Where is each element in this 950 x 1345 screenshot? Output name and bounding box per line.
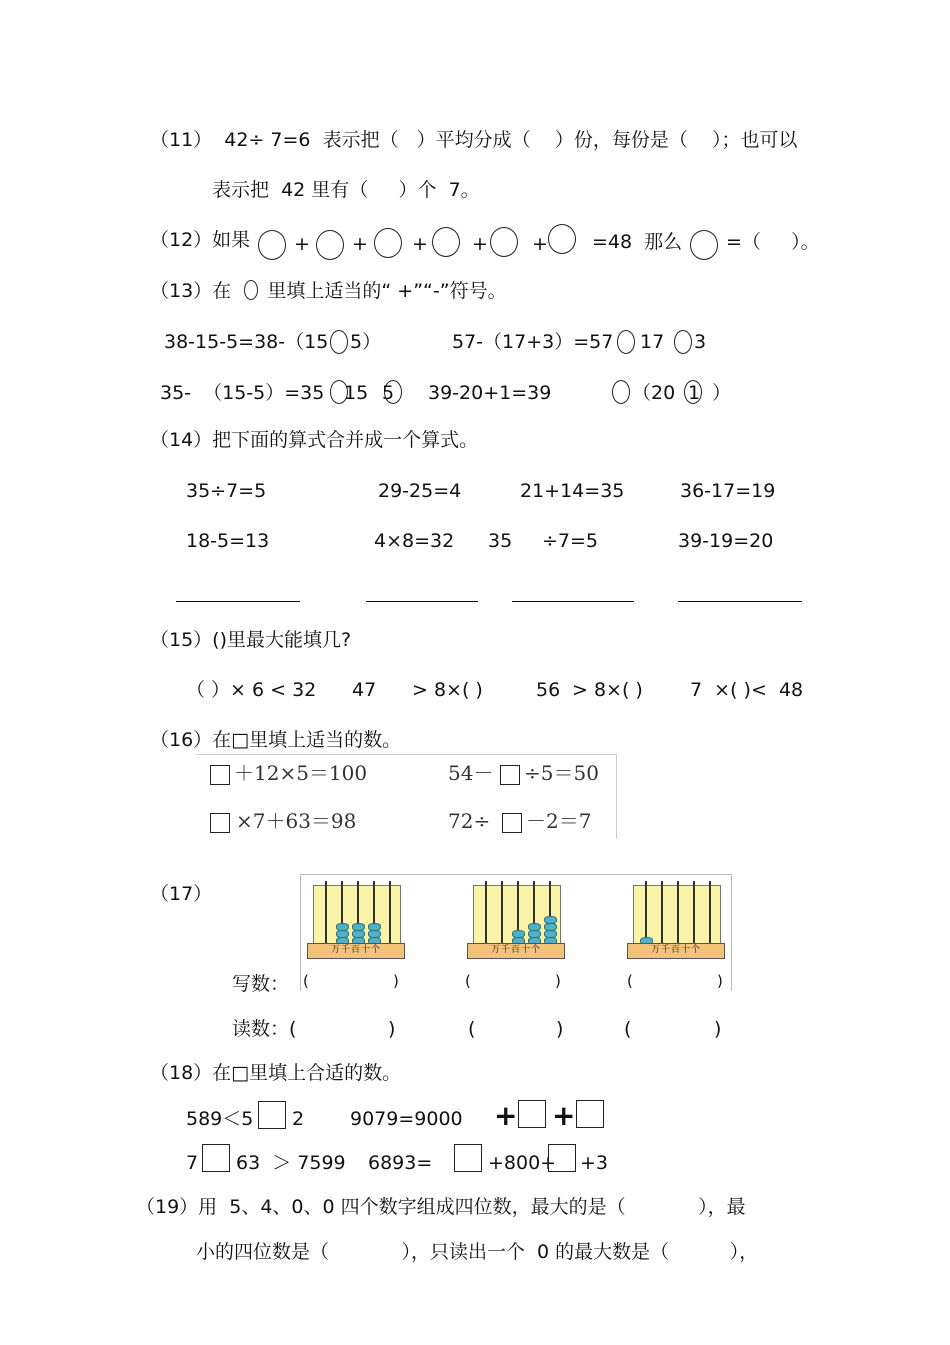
q17-write-label: 写数：	[232, 973, 290, 995]
q13-r1b-circle-2[interactable]	[674, 330, 692, 354]
q17-write-open-2: (	[465, 972, 471, 990]
q14-r2-2: 4×8=32	[374, 530, 455, 552]
q13-r1a-right: 5）	[350, 331, 382, 353]
q12-plus-1: +	[294, 233, 310, 255]
q16-equation-image	[196, 754, 617, 839]
q14-answer-line-1[interactable]	[176, 601, 300, 602]
q12-result: =48 那么	[592, 231, 683, 253]
q12-circle-4[interactable]	[432, 227, 460, 257]
q17-read-open-3: (	[624, 1018, 632, 1040]
q15-title: （15）()里最大能填几?	[150, 629, 352, 651]
q13-r1b-right: 3	[694, 331, 707, 353]
q16-eq-3: ÷5＝50	[524, 761, 599, 785]
q14-answer-line-3[interactable]	[512, 601, 634, 602]
q17-abacus-panel	[300, 874, 732, 991]
q16-box-1[interactable]	[210, 765, 230, 785]
q18-box-3[interactable]	[576, 1100, 604, 1128]
q18-plus-1: +	[494, 1099, 518, 1132]
q18-b2: 63 ＞ 7599	[236, 1152, 346, 1174]
q14-r2-4: ÷7=5	[542, 530, 599, 552]
abacus-1	[305, 875, 405, 961]
abacus-3-rod-5	[709, 881, 711, 943]
abacus-3	[625, 875, 725, 961]
abacus-2-base: 万千百十个	[467, 943, 565, 959]
abacus-3-rod-2	[661, 881, 663, 943]
q16-eq-1: ＋12×5＝100	[234, 761, 368, 785]
q18-b5: +3	[580, 1152, 609, 1174]
q17-read-close-3: )	[714, 1018, 722, 1040]
q18-box-6[interactable]	[548, 1144, 576, 1172]
q12-circle-6[interactable]	[548, 224, 576, 254]
q16-title: （16）在□里填上适当的数。	[150, 729, 402, 751]
q18-a2: 2	[292, 1108, 305, 1130]
abacus-3-rod-1	[645, 881, 647, 943]
q12-plus-4: +	[472, 233, 488, 255]
q18-a1: 589＜5	[186, 1108, 254, 1130]
q13-r2a-left: 35- （15-5）=35	[160, 382, 325, 404]
q13-title-circle	[244, 280, 258, 300]
q13-r2a-right: 5	[382, 382, 395, 404]
q11-line2: 表示把 42 里有（ ）个 7。	[212, 179, 480, 201]
q13-r1a-left: 38-15-5=38-（15	[164, 331, 329, 353]
q14-answer-line-4[interactable]	[678, 601, 802, 602]
q19-line2: 小的四位数是（ ），只读出一个 0 的最大数是（ ），	[196, 1241, 759, 1263]
q14-r1-2: 29-25=4	[378, 480, 462, 502]
abacus-2-rod-1	[485, 881, 487, 943]
q13-r1b-mid: 17	[640, 331, 665, 353]
q13-r1b-circle-1[interactable]	[617, 330, 635, 354]
q17-write-close-2: )	[555, 972, 561, 990]
q12-circle-5[interactable]	[490, 227, 518, 257]
q17-write-open-3: (	[627, 972, 633, 990]
q18-box-2[interactable]	[518, 1100, 546, 1128]
q13-r1b-left: 57-（17+3）=57	[452, 331, 614, 353]
abacus-1-rod-1	[325, 881, 327, 943]
q12-circle-1[interactable]	[258, 230, 286, 260]
q17-write-close-3: )	[717, 972, 723, 990]
q17-write-close-1: )	[393, 972, 399, 990]
q15-item-6: 7 ×( )< 48	[690, 679, 804, 701]
q16-box-4[interactable]	[502, 813, 522, 833]
q13-r2b-right: ）	[712, 382, 732, 404]
q17-label: （17）	[150, 883, 213, 905]
q13-r2a-mid: 15	[344, 382, 369, 404]
abacus-3-rod-4	[693, 881, 695, 943]
q17-read-label: 读数：(	[232, 1018, 297, 1040]
q15-item-4: 56	[536, 679, 561, 701]
q11-line1: （11） 42÷ 7=6 表示把（ ）平均分成（ ）份，每份是（ ）；也可以	[150, 129, 798, 151]
q17-read-close-1: )	[388, 1018, 396, 1040]
abacus-1-base: 万千百十个	[307, 943, 405, 959]
q12-plus-2: +	[352, 233, 368, 255]
q14-r2-5: 39-19=20	[678, 530, 774, 552]
q18-plus-2: +	[552, 1099, 576, 1132]
abacus-2-rod-2	[501, 881, 503, 943]
q13-r2b-mid: （20	[632, 382, 676, 404]
q14-r1-3: 21+14=35	[520, 480, 625, 502]
q17-read-open-2: (	[468, 1018, 476, 1040]
q13-title: （13）在 里填上适当的“ +”“-”符号。	[150, 280, 507, 302]
q16-eq-2: 54－	[448, 761, 494, 785]
q18-a3: 9079=9000	[350, 1108, 463, 1130]
q14-r1-4: 36-17=19	[680, 480, 776, 502]
q18-box-1[interactable]	[258, 1101, 286, 1129]
q16-box-3[interactable]	[210, 813, 230, 833]
abacus-3-rod-3	[677, 881, 679, 943]
q17-write-open-1: (	[303, 972, 309, 990]
q15-item-5: > 8×( )	[572, 679, 643, 701]
q12-tail: =（ ）。	[726, 231, 820, 253]
q16-eq-5: 72÷	[448, 809, 491, 833]
q14-r2-3: 35	[488, 530, 513, 552]
q15-item-3: > 8×( )	[412, 679, 483, 701]
q18-b3: 6893=	[368, 1152, 433, 1174]
q12-circle-answer[interactable]	[690, 230, 718, 260]
abacus-1-rod-5	[389, 881, 391, 943]
q19-line1: （19）用 5、4、0、0 四个数字组成四位数，最大的是（ ），最	[136, 1196, 746, 1218]
q13-r2b-left: 39-20+1=39	[428, 382, 552, 404]
q18-box-5[interactable]	[454, 1144, 482, 1172]
q14-title: （14）把下面的算式合并成一个算式。	[150, 429, 479, 451]
q13-r2b-circle-1[interactable]	[612, 380, 630, 404]
q12-circle-3[interactable]	[374, 228, 402, 258]
q14-r2-1: 18-5=13	[186, 530, 270, 552]
q15-item-2: 47	[352, 679, 377, 701]
q18-b1: 7	[186, 1152, 199, 1174]
q13-r2b-mid2: 1	[688, 382, 701, 404]
q18-b4: +800+	[488, 1152, 557, 1174]
q12-circle-2[interactable]	[316, 230, 344, 260]
q12-plus-5: +	[532, 233, 548, 255]
q16-eq-6: －2＝7	[526, 809, 592, 833]
q17-read-close-2: )	[556, 1018, 564, 1040]
q12-label: （12）如果	[150, 229, 251, 251]
q15-item-1: （ ）× 6 < 32	[186, 679, 317, 701]
q16-box-2[interactable]	[500, 765, 520, 785]
q16-eq-4: ×7＋63＝98	[236, 809, 357, 833]
q14-r1-1: 35÷7=5	[186, 480, 267, 502]
q13-r1a-circle[interactable]	[330, 330, 348, 354]
q12-plus-3: +	[412, 233, 428, 255]
q14-answer-line-2[interactable]	[366, 601, 478, 602]
abacus-3-base: 万千百十个	[627, 943, 725, 959]
q18-title: （18）在□里填上合适的数。	[150, 1062, 402, 1084]
q18-box-4[interactable]	[202, 1144, 230, 1172]
abacus-2	[465, 875, 565, 961]
